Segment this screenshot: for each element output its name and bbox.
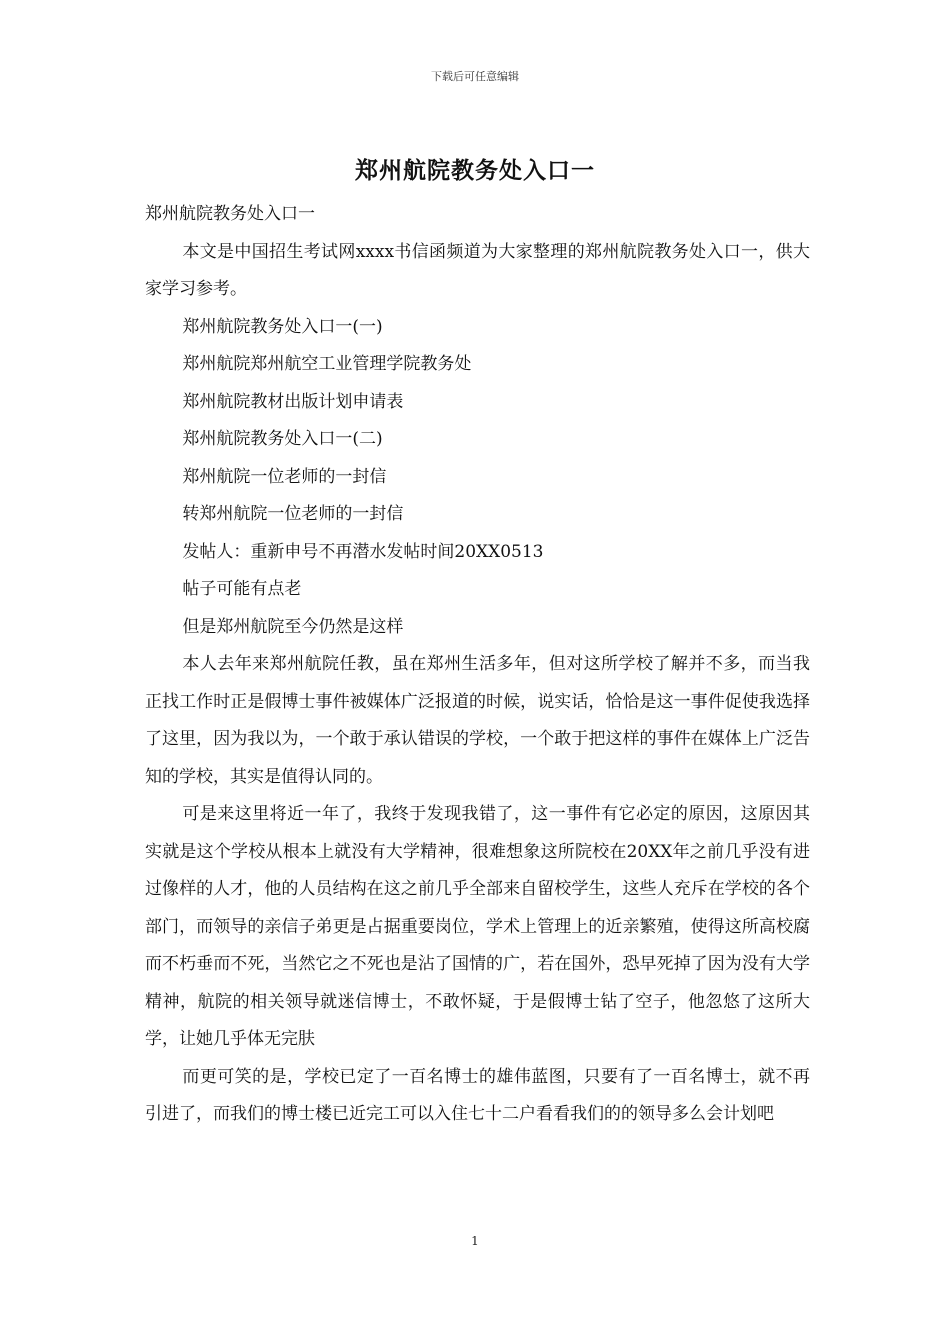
paragraph: 帖子可能有点老 [182, 579, 302, 599]
paragraph: 郑州航院郑州航空工业管理学院教务处 [182, 354, 472, 374]
paragraph: 郑州航院一位老师的一封信 [182, 466, 387, 487]
page-number: 1 [471, 1234, 479, 1248]
paragraph: 发帖人：重新申号不再潜水发帖时间20XX0513 [182, 541, 544, 562]
document-title: 郑州航院教务处入口一 [355, 157, 595, 184]
paragraph: 郑州航院教务处入口一 [145, 204, 315, 224]
paragraph: 郑州航院教材出版计划申请表 [182, 391, 404, 412]
paragraph: 本人去年来郑州航院任教，虽在郑州生活多年，但对这所学校了解并不多，而当我正找工作时正是假博士事件被媒体广泛报道的时候，说实话，恰恰是这一事件促使我选择了这里，因为我以为，一个敢于承认错误的学校，一个敢于把这样的事件在媒体上广泛告知的学校，其实是值得认同的。 [145, 654, 810, 787]
paragraph: 但是郑州航院至今仍然是这样 [182, 616, 404, 637]
paragraph: 转郑州航院一位老师的一封信 [182, 504, 404, 524]
header-note: 下载后可任意编辑 [431, 70, 519, 83]
paragraph: 本文是中国招生考试网xxxx书信函频道为大家整理的郑州航院教务处入口一，供大家学习参考。 [145, 241, 810, 299]
paragraph: 郑州航院教务处入口一(二) [182, 429, 383, 449]
document-body [145, 196, 810, 1134]
paragraph: 郑州航院教务处入口一(一) [182, 316, 383, 337]
paragraph: 可是来这里将近一年了，我终于发现我错了，这一事件有它必定的原因，这原因其实就是这个学校从根本上就没有大学精神，很难想象这所院校在20XX年之前几乎没有进过像样的人才，他的人员结构在这之前几乎全部来自留校学生，这些人充斥在学校的各个部门，而领导的亲信子弟更是占据重要岗位，学术上管理上的近亲繁殖，使得这所高校腐而不朽垂而不死，当然它之不死也是沾了国情的广，若在国外，恐早死掉了因为没有大学精神，航院的相关领导就迷信博士，不敢怀疑，于是假博士钻了空子，他忽悠了这所大学，让她几乎体无完肤 [145, 804, 810, 1049]
paragraph: 而更可笑的是，学校已定了一百名博士的雄伟蓝图，只要有了一百名博士，就不再引进了，而我们的博士楼已近完工可以入住七十二户看看我们的的领导多么会计划吧 [145, 1066, 810, 1124]
